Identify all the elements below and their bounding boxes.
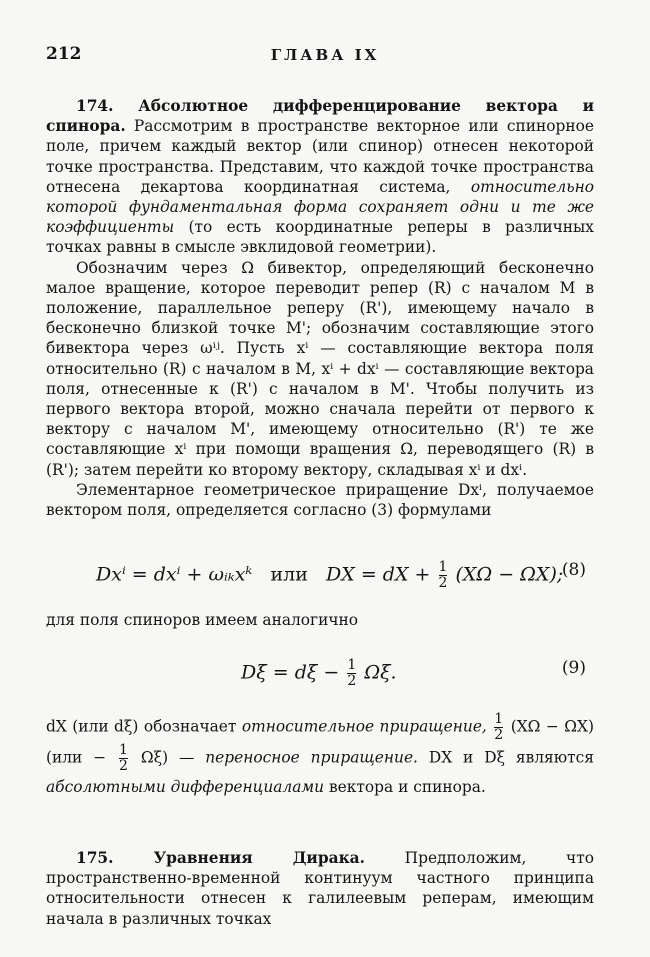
p5-fraction-2: $\frac{1}{2}$ xyxy=(119,742,128,774)
section-174-block1 xyxy=(46,96,594,520)
section-174-p2: Обозначим через Ω бивектор, определяющий бесконечно малое вращение, которое переводит репер (R) с началом M в положение, параллельное реперу (R'), имеющему начало в бесконечно близкой точке M'; обозначим составляющие этого бивектора через ωⁱʲ. Пусть xⁱ — составляющие вектора поля относительно (R) с началом в M, xⁱ + dxⁱ — составляющие вектора поля, отнесенные к (R') с началом в M'. Чтобы получить из первого вектора второй, можно сначала перейти от первого к вектору с началом M', имеющему относительно (R') те же составляющие xⁱ при помощи вращения Ω, переводящего (R) в (R'); затем перейти ко второму вектору, складывая xⁱ и dxⁱ. xyxy=(46,258,594,479)
section-174-title: 174. Абсолютное дифференцирование вектора и спинора. xyxy=(46,97,594,136)
s174-p5-italic2: переносное приращение. xyxy=(205,748,418,767)
p5-fraction: $\frac{1}{2}$ xyxy=(494,711,504,743)
eq8-right-b: (XΩ − ΩX); xyxy=(455,563,564,586)
equation-8 xyxy=(46,552,594,592)
section-175-title: 175. Уравнения Дирака. xyxy=(76,849,366,867)
section-174-p3: Элементарное геометрическое приращение Dxⁱ, получаемое вектором поля, определяется согласно (3) формулами xyxy=(46,480,594,520)
s174-p5-d: DX и Dξ являются xyxy=(428,748,595,767)
eq8-left: Dxⁱ = dxⁱ + ωᵢₖxᵏ xyxy=(96,563,253,586)
section-174-p5 xyxy=(46,712,594,801)
eq9-b: Ωξ. xyxy=(364,661,397,684)
section-174-block3 xyxy=(46,712,594,801)
equation-9 xyxy=(46,650,594,690)
eq8-right-a: DX = dX + xyxy=(326,563,431,586)
eq9-number: (9) xyxy=(561,658,586,678)
s174-p5-italic1: относительное приращение, xyxy=(241,717,487,736)
s174-p5-c: Ωξ) — xyxy=(140,748,195,767)
eq8-fraction: $\frac{1}{2}$ xyxy=(438,559,448,591)
page-number: 212 xyxy=(46,44,82,64)
section-174-p1 xyxy=(46,96,594,258)
s174-p5-a: dX (или dξ) обозначает xyxy=(46,717,237,736)
eq8-or: или xyxy=(270,563,308,586)
s174-p5-e: вектора и спинора. xyxy=(328,778,486,796)
running-head: ГЛАВА IX xyxy=(270,46,380,64)
s174-p1-a: Рассмотрим в пространстве векторное или спинорное поле, причем каждый вектор (или спинор) отнесен некоторой точке пространства. Представим, что каждой точке пространства отнесена декартова координатная система, xyxy=(46,117,594,196)
page-header xyxy=(46,44,604,68)
s174-p5-italic3: абсолютными дифференциалами xyxy=(46,778,325,796)
eq9-fraction: $\frac{1}{2}$ xyxy=(347,657,357,689)
s174-p1-italic: относительно которой фундаментальная форма сохраняет одни и те же коэффициенты xyxy=(46,177,594,237)
section-175 xyxy=(46,848,594,929)
eq9-a: Dξ = dξ − xyxy=(241,661,340,684)
section-175-p1 xyxy=(46,848,594,929)
section-174-block2 xyxy=(46,610,594,630)
s174-p5-b: (XΩ − ΩX) (или − xyxy=(46,717,594,767)
section-174-p4: для поля спиноров имеем аналогично xyxy=(46,611,359,629)
s174-p1-b: (то есть координатные реперы в различных точках равны в смысле эвклидовой геометрии). xyxy=(46,218,594,257)
eq8-number: (8) xyxy=(561,560,586,580)
s175-p1: Предположим, что пространственно-временной континуум частного принципа относительности отнесен к галилеевым реперам, имеющим начала в различных точках xyxy=(46,849,594,928)
